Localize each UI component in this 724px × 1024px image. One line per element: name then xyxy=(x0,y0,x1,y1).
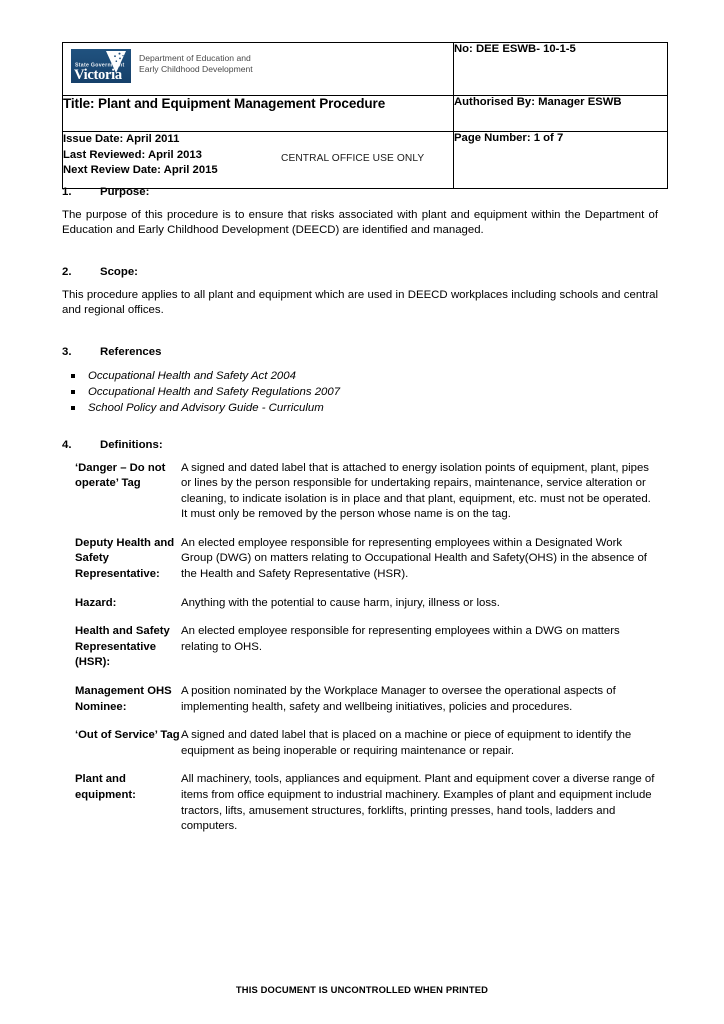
department-name xyxy=(139,53,253,74)
definition-description: An elected employee responsible for representing employees within a Designated Work Group (DWG) on matters relating to Occupational Health and Safety(OHS) in the absence of the Health and Safety Representative (HSR). xyxy=(181,536,647,581)
page-number-cell: Page Number: 1 of 7 xyxy=(454,132,668,189)
section-label-definitions: Definitions: xyxy=(100,438,163,451)
definition-description: A position nominated by the Workplace Manager to oversee the operational aspects of implementing health, safety and wellbeing initiatives, policies and procedures. xyxy=(181,685,616,713)
definition-term: Health and Safety Representative (HSR): xyxy=(75,625,170,669)
section-label-references: References xyxy=(100,345,162,358)
definition-row xyxy=(62,596,658,612)
central-office-use-only-note: CENTRAL OFFICE USE ONLY xyxy=(281,153,425,164)
header-row-title xyxy=(63,96,668,132)
victoria-government-logo-icon xyxy=(71,49,131,83)
section-number-purpose: 1. xyxy=(62,186,72,198)
list-item: Occupational Health and Safety Act 2004 xyxy=(62,368,658,384)
section-number-references: 3. xyxy=(62,345,72,358)
paragraph-scope: This procedure applies to all plant and equipment which are used in DEECD workplaces including schools and central and regional offices. xyxy=(62,288,658,317)
section-label-scope: Scope: xyxy=(100,265,138,278)
logo-state-government-text: State Government xyxy=(75,62,125,68)
department-line-1: Department of Education and xyxy=(139,53,251,63)
issue-date: Issue Date: April 2011 xyxy=(63,133,180,145)
paragraph-purpose: The purpose of this procedure is to ensure that risks associated with plant and equipment within the Department of Education and Early Childhood Development (DEECD) are identified and managed. xyxy=(62,209,658,237)
definition-row xyxy=(62,461,658,523)
document-number-cell: No: DEE ESWB- 10-1-5 xyxy=(454,43,668,96)
definition-row xyxy=(62,624,658,671)
definition-description: An elected employee responsible for representing employees within a DWG on matters relating to OHS. xyxy=(181,625,620,653)
authorised-by-cell: Authorised By: Manager ESWB xyxy=(454,96,668,132)
list-item: School Policy and Advisory Guide - Curriculum xyxy=(62,400,658,416)
definition-description: Anything with the potential to cause harm, injury, illness or loss. xyxy=(181,596,500,609)
section-label-purpose: Purpose: xyxy=(100,186,150,198)
document-footer: THIS DOCUMENT IS UNCONTROLLED WHEN PRINTED xyxy=(235,984,489,995)
list-item: Occupational Health and Safety Regulations 2007 xyxy=(62,384,658,400)
section-heading-purpose xyxy=(62,186,658,198)
document-header-table xyxy=(62,42,668,189)
definition-term: ‘Out of Service’ Tag xyxy=(75,729,180,742)
section-heading-scope xyxy=(62,266,658,278)
definition-row xyxy=(62,772,658,834)
section-heading-references xyxy=(62,346,658,358)
section-heading-definitions xyxy=(62,439,658,451)
next-review-date: Next Review Date: April 2015 xyxy=(63,164,218,177)
document-title-cell: Title: Plant and Equipment Management Procedure xyxy=(63,96,454,132)
spacer xyxy=(62,319,658,346)
header-row-dates xyxy=(63,132,668,189)
definition-description: All machinery, tools, appliances and equipment. Plant and equipment cover a diverse range of items from office equipment to industrial machinery. Examples of plant and equipment include tractors, lifts, amusement structures, forklifts, printing presses, hand tools, ladders and computers. xyxy=(181,773,655,833)
dates-cell xyxy=(63,132,454,189)
definition-term: Hazard: xyxy=(75,596,117,609)
definition-term: Plant and equipment: xyxy=(75,773,136,802)
definition-description: A signed and dated label that is attached to energy isolation points of equipment, plant, pipes or lines by the person responsible for undertaking repairs, maintenance, service alteration or cleaning, to indicate isolation is in place and that plant, equipment, etc. must not be operated. It must only be removed by the person whose name is on the tag. xyxy=(181,461,651,521)
definition-term: Deputy Health and Safety Representative: xyxy=(75,536,175,581)
logo-cell xyxy=(63,43,454,96)
last-reviewed-date: Last Reviewed: April 2013 xyxy=(63,148,202,161)
spacer xyxy=(62,239,658,266)
header-row-logo xyxy=(63,43,668,96)
definitions-list xyxy=(62,461,658,835)
definition-term: ‘Danger – Do not operate’ Tag xyxy=(75,461,166,490)
definition-row xyxy=(62,684,658,715)
definition-term: Management OHS Nominee: xyxy=(75,685,172,713)
definition-row xyxy=(62,728,658,759)
references-list xyxy=(62,368,658,417)
definition-row xyxy=(62,536,658,583)
spacer xyxy=(62,417,658,439)
section-number-definitions: 4. xyxy=(62,438,72,451)
department-line-2: Early Childhood Development xyxy=(139,63,253,74)
document-body xyxy=(62,186,658,848)
logo-victoria-text: Victoria xyxy=(74,67,122,83)
definition-description: A signed and dated label that is placed on a machine or piece of equipment to identify the equipment as being inoperable or requiring maintenance or repair. xyxy=(181,729,632,757)
section-number-scope: 2. xyxy=(62,265,72,278)
